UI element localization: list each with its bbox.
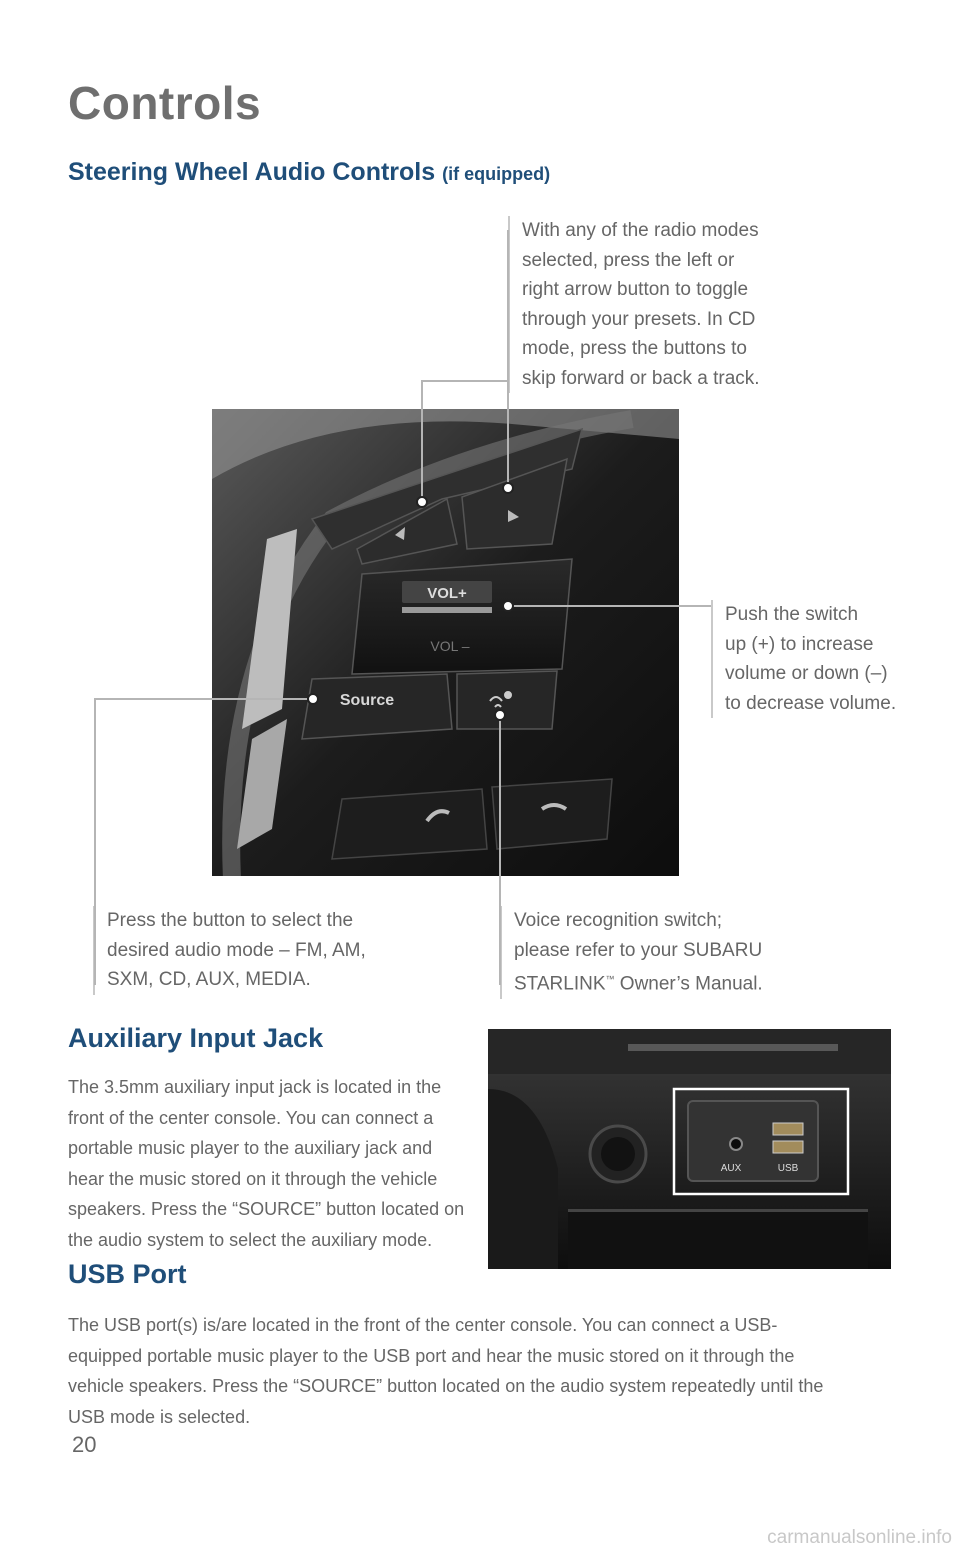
callout-arrow-buttons: With any of the radio modes selected, press the left or right arrow button to toggle through your presets. In CD mode, press the buttons to skip forward or back a track. <box>508 216 760 393</box>
voice-line-2: please refer to your SUBARU <box>514 939 763 961</box>
leader-left-arrow <box>422 381 508 502</box>
callout-volume-switch: Push the switch up (+) to increase volume or down (–) to decrease volume. <box>711 600 896 718</box>
source-label: Source <box>339 692 395 709</box>
usb-port-1 <box>773 1123 803 1135</box>
section-qualifier: (if equipped) <box>442 164 551 184</box>
voice-starlink: STARLINK <box>514 973 606 995</box>
center-console-photo <box>488 1029 891 1269</box>
pointer-voice <box>495 710 505 720</box>
watermark: carmanualsonline.info <box>767 1527 952 1548</box>
pointer-right-arrow <box>503 483 513 493</box>
usb-port-2 <box>773 1141 803 1153</box>
voice-manual: Owner’s Manual. <box>614 973 763 995</box>
usb-body-text: The USB port(s) is/are located in the front of the center console. You can connect a USB-equipped portable music player to the USB port and hear the music stored on it through the vehicle speakers. Press the “SOURCE” button located on the audio system repeatedly until the USB mode is selected. <box>68 1315 824 1427</box>
page-number: 20 <box>72 1432 97 1457</box>
pointer-source <box>308 694 318 704</box>
pointer-volume <box>503 601 513 611</box>
aux-section-title: Auxiliary Input Jack <box>68 1023 324 1053</box>
aux-label: AUX <box>720 1163 742 1174</box>
trademark-symbol: ™ <box>605 974 615 984</box>
usb-section-title: USB Port <box>68 1259 187 1289</box>
leader-source <box>95 699 313 985</box>
aux-body-text: The 3.5mm auxiliary input jack is located in the front of the center console. You can connect a portable music player to the auxiliary jack and hear the music stored on it through the vehicle speakers. Press the “SOURCE” button located on the audio system to select the auxiliary mode. <box>68 1077 465 1250</box>
vol-minus-label: VOL – <box>430 638 470 654</box>
page-title: Controls <box>68 77 262 129</box>
section-title-text: Steering Wheel Audio Controls <box>68 158 436 186</box>
pointer-left-arrow <box>417 497 427 507</box>
callout-source-button: Press the button to select the desired audio mode – FM, AM, SXM, CD, AUX, MEDIA. <box>93 906 366 995</box>
voice-line-1: Voice recognition switch; <box>514 910 723 931</box>
aux-jack <box>730 1138 742 1150</box>
usb-label: USB <box>777 1163 799 1174</box>
vol-plus-label: VOL+ <box>427 585 467 602</box>
